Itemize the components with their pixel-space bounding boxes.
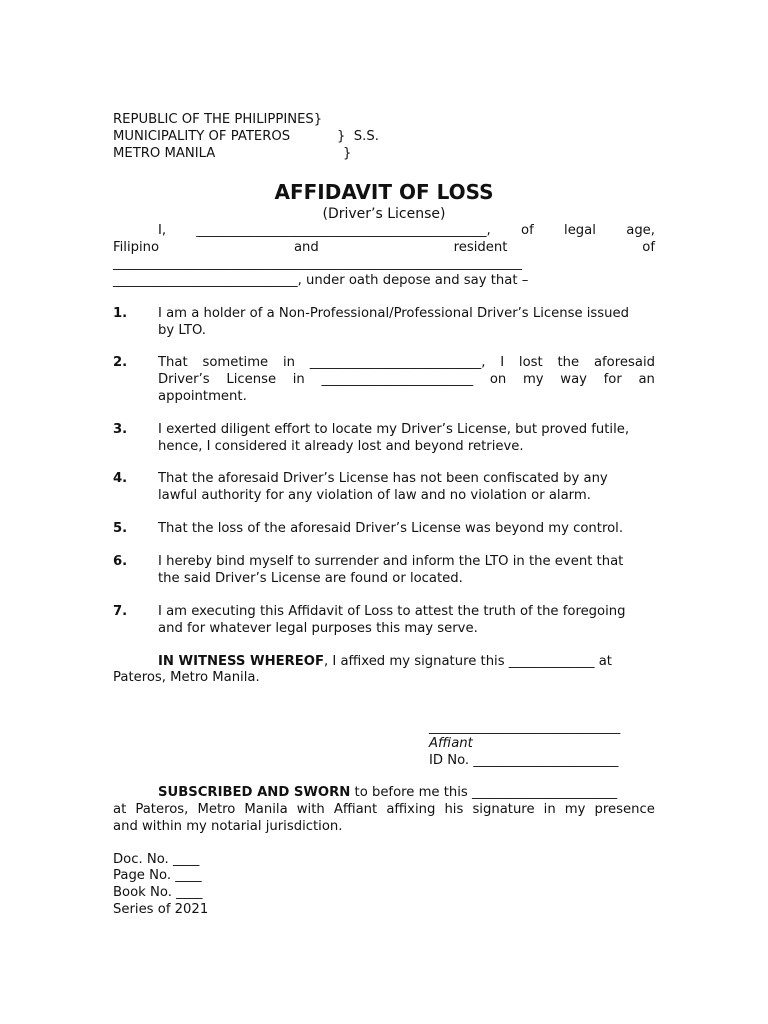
sworn-word: at [113, 802, 127, 817]
item-text: I am executing this Affidavit of Loss to attest the truth of the foregoing [158, 604, 626, 619]
sworn-line-3: and within my notarial jurisdiction. [113, 819, 343, 834]
item-word: the [557, 355, 580, 370]
item-word: aforesaid [593, 355, 655, 370]
item-number: 7. [113, 604, 128, 619]
header-line-2: MUNICIPALITY OF PATEROS [113, 129, 291, 144]
sworn-heading: SUBSCRIBED AND SWORN [158, 785, 351, 800]
sworn-line-1 [158, 784, 617, 801]
sworn-word: signature [472, 802, 535, 817]
intro-word: age, [626, 223, 655, 238]
header-ss: } S.S. [337, 129, 379, 144]
item-number: 6. [113, 554, 128, 569]
item-word: License [226, 372, 277, 387]
item-text: lawful authority for any violation of law and no violation or alarm. [158, 488, 591, 503]
item-text: I exerted diligent effort to locate my Driver’s License, but proved futile, [158, 422, 630, 437]
witness-heading: IN WITNESS WHEREOF [158, 654, 324, 669]
document-title: AFFIDAVIT OF LOSS [274, 180, 494, 204]
intro-line-2 [113, 239, 655, 256]
sworn-word: my [564, 802, 586, 817]
affiant-label: Affiant [429, 736, 473, 751]
intro-word: resident [453, 240, 508, 255]
item-word: for [603, 372, 622, 387]
item-word: lost [518, 355, 543, 370]
item-number: 2. [113, 355, 128, 370]
item-text: by LTO. [158, 323, 206, 338]
item-text: That the aforesaid Driver’s License has not been confiscated by any [158, 471, 608, 486]
item-word: on [489, 372, 507, 387]
intro-line-1 [158, 222, 655, 239]
sworn-word: affixing [386, 802, 436, 817]
date-blank: __________________________, [309, 355, 486, 370]
place-blank: _______________________ [321, 372, 474, 387]
item-text [158, 371, 655, 388]
sworn-word: in [543, 802, 556, 817]
header-brace: } [343, 146, 352, 161]
sworn-line-2 [113, 801, 655, 818]
intro-word: I, [158, 223, 167, 238]
intro-word: of [521, 223, 534, 238]
sworn-word: Pateros, [135, 802, 189, 817]
item-text [158, 354, 655, 371]
document-subtitle: (Driver’s License) [322, 206, 446, 222]
item-text: That the loss of the aforesaid Driver’s License was beyond my control. [158, 521, 624, 536]
item-word: in [292, 372, 305, 387]
header-line-3: METRO MANILA [113, 146, 216, 161]
sworn-word: Manila [244, 802, 288, 817]
item-word: I [500, 355, 505, 370]
item-text: the said Driver’s License are found or located. [158, 571, 463, 586]
intro-word: legal [564, 223, 596, 238]
item-word: That [158, 355, 188, 370]
item-text: I hereby bind myself to surrender and inform the LTO in the event that [158, 554, 624, 569]
item-number: 3. [113, 422, 128, 437]
witness-line-1 [158, 653, 612, 670]
page-no: Page No. ____ [113, 868, 202, 883]
sworn-text: to before me this ______________________ [350, 785, 618, 800]
intro-word: Filipino [113, 240, 160, 255]
header-line-1: REPUBLIC OF THE PHILIPPINES} [113, 112, 323, 127]
item-number: 1. [113, 306, 128, 321]
item-word: way [560, 372, 587, 387]
affiant-id: ID No. ______________________ [429, 753, 619, 768]
intro-word: and [293, 240, 319, 255]
intro-line-4: ____________________________, under oath depose and say that – [113, 273, 529, 288]
name-blank: ____________________________________________, [196, 223, 491, 238]
item-text: I am a holder of a Non-Professional/Professional Driver’s License issued [158, 306, 630, 321]
sworn-word: with [296, 802, 325, 817]
item-number: 4. [113, 471, 128, 486]
series-year: Series of 2021 [113, 902, 209, 917]
witness-text: , I affixed my signature this _____________ at [324, 654, 612, 669]
sworn-word: Affiant [333, 802, 378, 817]
affiant-signature-line: _____________________________ [429, 720, 621, 735]
item-word: my [522, 372, 544, 387]
sworn-word: presence [594, 802, 655, 817]
item-word: Driver’s [158, 372, 210, 387]
sworn-word: Metro [197, 802, 236, 817]
address-blank: ______________________________________________________________ [113, 256, 522, 271]
witness-line-2: Pateros, Metro Manila. [113, 670, 260, 685]
item-number: 5. [113, 521, 128, 536]
item-text: and for whatever legal purposes this may serve. [158, 621, 478, 636]
doc-no: Doc. No. ____ [113, 852, 200, 867]
item-word: sometime [202, 355, 269, 370]
item-text: hence, I considered it already lost and beyond retrieve. [158, 439, 524, 454]
book-no: Book No. ____ [113, 885, 203, 900]
item-text: appointment. [158, 389, 247, 404]
intro-word: of [642, 240, 655, 255]
sworn-word: his [444, 802, 464, 817]
item-word: in [282, 355, 295, 370]
item-word: an [638, 372, 655, 387]
